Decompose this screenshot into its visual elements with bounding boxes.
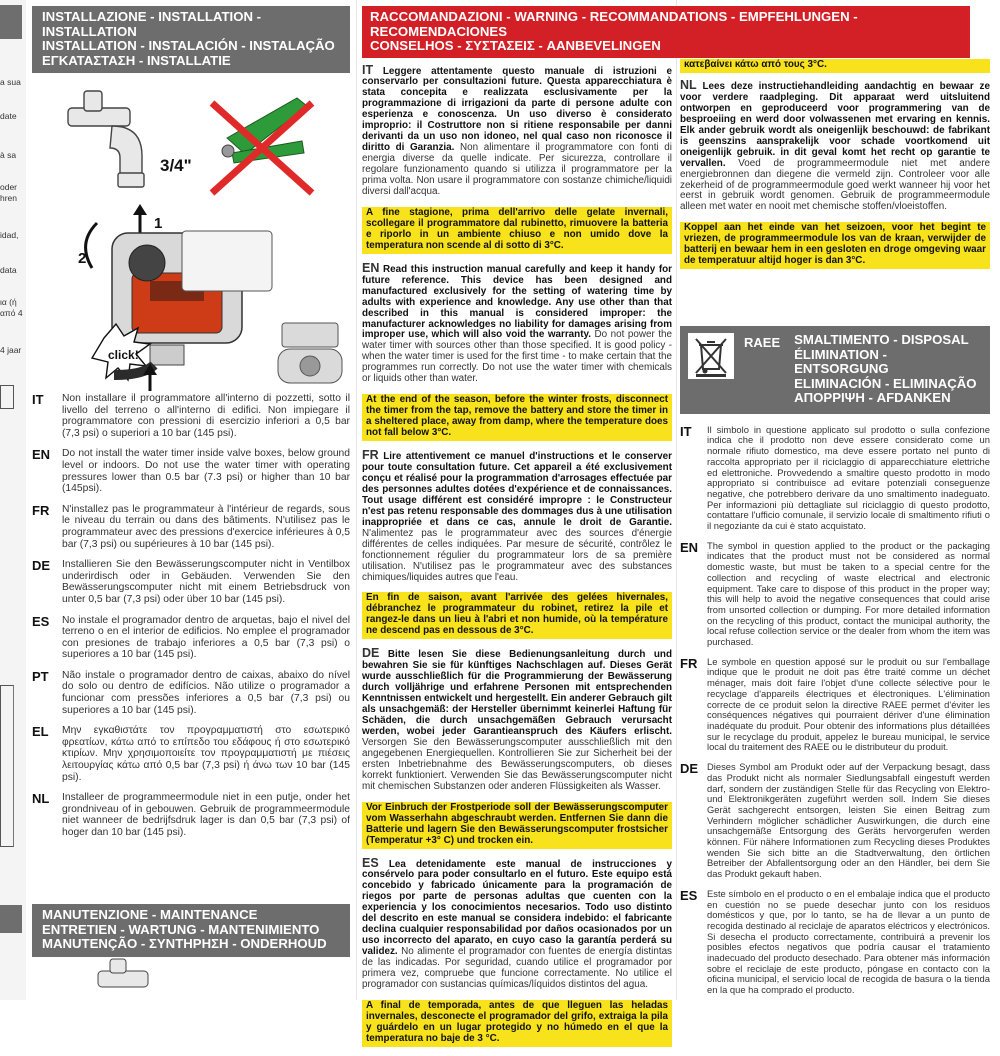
normal-text: N'alimentez pas le programmateur avec des sources d'énergie différentes de celles indiquées. Par mesure de sécurité, contrôlez le fonctionnement régulier du programmateur lors de sa première utilisation. N'utilisez pas le programmateur avec des substances chimiques/liquides autres que l'eau. <box>362 527 672 583</box>
installation-entries <box>32 393 350 839</box>
language-code: EL <box>32 724 49 740</box>
bold-text: Lees deze instructiehandleiding aandachtig en bewaar ze voor verdere raadpleging. Dit apparaat werd uitsluitend ontworpen en geproduceerd voor programmering van de besproeiing en werd door volwassenen met ervaring en kennis. Elk ander gebruik wordt als oneigenlijk beschouwd: de fabrikant is geenszins aansprakelijk voor schade voortkomend uit oneigenlijk gebruik. in dit geval komt het recht op garantie te vervallen. <box>680 80 990 169</box>
language-code: ES <box>362 855 379 870</box>
language-code: NL <box>680 77 697 92</box>
disposal-entry-en <box>680 541 990 648</box>
language-code: EN <box>32 447 51 463</box>
language-code: ES <box>680 887 698 903</box>
install-entry-es <box>32 615 350 661</box>
cut-text-fragment: hren <box>0 193 18 203</box>
maintenance-title: MANUTENZIONE - MAINTENANCE ENTRETIEN - WARTUNG - MANTENIMIENTO MANUTENÇÃO - ΣΥΝΤΗΡΗΣΗ - ONDERHOUD <box>32 904 350 957</box>
install-entry-pt <box>32 670 350 716</box>
entry-text: Μην εγκαθιστάτε τον προγραμματιστή στο εσωτερικό φρεατίων, κάτω από το επίπεδο του εδάφους ή στο εσωτερικό κτιρίων. Μην χρησιμοποιείτε τον προγραμματιστή με πιέσεις λειτουργίας κάτω από 0,5 bar (7,3 psi) ή άνω των 10 bar (145 psi). <box>62 725 350 783</box>
maintenance-faucet-icon <box>32 957 350 997</box>
installation-illustration <box>32 73 350 391</box>
install-entry-nl <box>32 792 350 838</box>
svg-text:click!: click! <box>108 348 139 362</box>
svg-text:1: 1 <box>154 215 163 232</box>
crossed-bin-icon <box>688 333 734 379</box>
entry-text: N'installez pas le programmateur à l'intérieur de regards, sous le niveau du terrain ou dans des bâtiments. N'utilisez pas le programmateur avec des pressions d'exercice inférieures à 0,5 bar (7,3 psi) ou supérieures à 10 bar (145 psi). <box>62 503 350 550</box>
no-pliers-icon <box>212 98 312 193</box>
cut-text-fragment: από 4 <box>0 308 23 318</box>
cut-text-fragment: à sa <box>0 150 17 160</box>
bold-text: Lea detenidamente este manual de instrucciones y consérvelo para poder consultarlo en el futuro. Este equipo está concebido y fabricado únicamente para la programación de riegos por parte de personas adultas que cuenten con la experiencia y los conocimientos necesarios. Todo uso distinto del descrito en este manual se considera indebido: el fabricante declina cualquier responsabilidad por daños ocasionados por un uso incorrecto del aparato, en cuyo caso la garantía perderá su validez. <box>362 858 672 958</box>
cut-header-block <box>0 905 22 933</box>
language-code: ES <box>32 613 50 629</box>
season-note-nl: Koppel aan het einde van het seizoen, voor het begint te vriezen, de programmeermodule los van de kraan, verwijder de batterij en bewaar hem in een gesloten en droge omgeving waar de temperatuur altijd hoger is dan 3°C. <box>680 222 990 269</box>
cut-text-fragment: data <box>0 265 17 275</box>
language-code: DE <box>32 558 51 574</box>
cut-box <box>0 385 14 409</box>
bold-text: Bitte lesen Sie diese Bedienungsanleitung durch und bewahren Sie sie für künftiges Nachschlagen auf. Dieses Gerät wurde ausschließlich für die Programmierung der Bewässerung durch volljährige und erfahrene Personen mit entsprechenden Kenntnissen entwickelt und hergestellt. Ein anderer Gebrauch gilt als unsachgemäß: der Hersteller übernimmt keinerlei Haftung für Schäden, die durch unsachgemäßen Gebrauch verursacht werden, wobei jeder Garantieanspruch des Käufers erlischt. <box>362 649 672 737</box>
language-code: PT <box>32 668 49 684</box>
entry-text: Installieren Sie den Bewässerungscomputer nicht in Ventilbox underirdisch oder in Gebäuden. Verwenden Sie den Bewässerungscomputer nicht mit einem Betriebsdruck von unter 0,5 bar (7,3 psi) oder über 10 bar (145 psi). <box>62 559 350 605</box>
season-note-fr: En fin de saison, avant l'arrivée des gelées hivernales, débranchez le programmateur du robinet, retirez la pile et rangez-le dans un lieu à l'abri et non humide, où la température ne descend pas en dessous de 3°C. <box>362 592 672 639</box>
bold-text: Leggere attentamente questo manuale di istruzioni e conservarlo per consultazioni future. Questa apparecchiatura è stata concepita e realizzata esclusivamente per la programmazione di irrigazioni da parte di persone adulte con esperienza e conoscenza. Un uso diverso è considerato improprio: il Costruttore non si ritiene responsabile per danni derivanti da un uso non idoneo, nel qual caso non riconosce il diritto di Garanzia. <box>362 65 672 154</box>
language-code: FR <box>32 502 50 518</box>
normal-text: Do not power the water timer with sources other than those specified. It is good policy - when the water timer is used for the first time - to make certain that the programmes run correctly. Do not use the water timer with chemicals or liquids other than water. <box>362 329 673 385</box>
left-cut-column <box>0 0 26 1000</box>
language-code: EN <box>362 260 380 275</box>
language-code: EN <box>680 539 699 555</box>
warning-text-de <box>362 648 672 792</box>
season-note-en: At the end of the season, before the winter frosts, disconnect the timer from the tap, remove the battery and store the timer in a sheltered place, away from damp, where the temperature does not fall below 3°C. <box>362 394 672 441</box>
language-code: NL <box>32 791 50 807</box>
install-entry-fr <box>32 504 350 550</box>
cut-text-fragment: date <box>0 111 17 121</box>
warning-text-en <box>362 260 673 385</box>
cut-text-fragment: a sua <box>0 77 21 87</box>
language-code: DE <box>680 761 699 777</box>
cut-text-fragment: oder <box>0 182 18 192</box>
entry-text: The symbol in question applied to the product or the packaging indicates that the product must not be considered as normal domestic waste, but must be taken to a special centre for the collection and recycling of waste electrical and electronic equipment. Take care to dispose of this product in the proper way; this will help to avoid the negative consequences that could arise from unsorted collection or dumping. For more detailed information on the recycling of this product, contact the municipal authority, the local refuse collection service or the dealer from whom the item was purchased. <box>707 539 990 648</box>
normal-text: No alimente el programador con fuentes de energía distintas de las indicadas. Por seguridad, cuando utilice el programador por primera vez, compruebe que funcione correctamente. No utilice el programador con sustancias químicas/líquidos distintos del agua. <box>362 946 672 990</box>
language-code: FR <box>680 655 698 671</box>
install-entry-de <box>32 559 350 605</box>
entry-text: Le symbole en question apposé sur le produit ou sur l'emballage indique que le produit ne doit pas être traité comme un déchet ménager, mais doit faire l'objet d'une collecte sélective pour le recyclage d'appareils électriques et électroniques. L'élimination correcte de ce produit selon la directive RAEE permet d'éviter les conséquences négatives qui pourraient dériver d'une élimination inadéquate du produit. Pour obtenir des informations plus détaillées sur le recyclage du produit, appelez le bureau municipal, le service local du traitement des RAEE ou le distributeur du produit. <box>707 655 990 753</box>
installation-section <box>32 6 350 951</box>
warning-text-it <box>362 62 672 198</box>
warning-text-fr <box>362 450 672 583</box>
season-note-it: A fine stagione, prima dell'arrivo delle gelate invernali, scollegare il programmatore dal rubinetto, rimuovere la batteria e riporlo in un ambiente chiuso e non umido dove la temperatura non scende al di sotto di 3°C. <box>362 207 672 254</box>
bold-text: Read this instruction manual carefully and keep it handy for future reference. This device has been designed and manufactured exclusively for the setting of watering time by adults with experience and knowledge. Any use other than that described in this manual is considered improper: the manufacturer acknowledges no liability for damages arising from improper use, which will also void the warranty. <box>362 263 672 341</box>
language-code: DE <box>362 646 380 661</box>
connector-detail-inset <box>278 323 342 383</box>
install-entry-it <box>32 393 350 439</box>
svg-text:2: 2 <box>78 250 87 267</box>
disposal-entries <box>680 425 990 996</box>
normal-text: Non alimentare il programmatore con fonti di energia diverse da quelle indicate. Per sicurezza, controllare il regolare funzionamento quando si utilizza il programmatore per la prima volta. Non usare il programmatore con sostanze chimiche/liquidi diversi dall'acqua. <box>362 142 672 197</box>
faucet-icon <box>68 91 144 187</box>
normal-text: Voed de programmeermodule niet met andere energiebronnen dan diegene die vermeld zijn. Controleer voor alle zekerheid of de programmeermodule goed werkt wanneer hij voor het eerst in gebruik wordt genomen. Gebruik de programmeermodule alleen met water en nooit met chemische stoffen/vloeistoffen. <box>680 157 990 213</box>
disposal-entry-it <box>680 425 990 532</box>
disposal-entry-de <box>680 762 990 880</box>
cut-text-fragment: ια (ή <box>0 297 17 307</box>
warning-continued <box>680 59 990 1005</box>
language-code: IT <box>32 392 44 407</box>
warning-text-nl <box>680 77 990 213</box>
el-note-tail: κατεβαίνει κάτω από τους 3°C. <box>680 59 990 73</box>
installation-title: INSTALLAZIONE - INSTALLATION - INSTALLATION INSTALLATION - INSTALACIÓN - INSTALAÇÃO ΕΓΚΑΤΑΣΤΑΣΗ - INSTALLATIE <box>32 6 350 73</box>
install-entry-en <box>32 448 350 494</box>
disposal-entry-es <box>680 889 990 996</box>
season-note-de: Vor Einbruch der Frostperiode soll der Bewässerungscomputer vom Wasserhahn abgeschraubt werden. Entfernen Sie dann die Batterie und lagern Sie den Bewässerungscomputer frostsicher (Temperatur +3° C) und trocken ein. <box>362 802 672 849</box>
warning-text-es <box>362 855 672 991</box>
language-code: IT <box>680 423 692 439</box>
disposal-title: RAEE SMALTIMENTO - DISPOSAL ÉLIMINATION - ENTSORGUNG ELIMINACIÓN - ELIMINAÇÃO ΑΠΟΡΡΙΨΗ - AFDANKEN <box>680 326 990 414</box>
cut-text-fragment: 4 jaar <box>0 345 22 355</box>
entry-text: Non installare il programmatore all'interno di pozzetti, sotto il livello del terreno o all'interno di edifici. Non impiegare il programmatore con pressioni di esercizio inferiori a 0,5 bar (7,3 psi) o superiori a 10 bar (145 psi). <box>62 393 350 439</box>
svg-text:3/4": 3/4" <box>160 156 192 175</box>
cut-header-block <box>0 5 22 39</box>
bold-text: Lire attentivement ce manuel d'instructions et le conserver pour toute consultation future. Cet appareil a été exclusivement conçu et réalisé pour la programmation d'arrosages effectuée par des personnes adultes dotées d'expérience et de connaissances. Tout usage différent est considéré impropre : le Constructeur n'est pas retenu responsable des dommages dus à une utilisation inappropriée et dans ce cas, annule le droit de Garantie. <box>362 451 672 528</box>
warning-blocks <box>362 62 673 1056</box>
entry-text: No instale el programador dentro de arquetas, bajo el nivel del terreno o en el interior de edificios. No emplee el programador con presiones de trabajo inferiores a 0,5 bar (7,3 psi) o superiores a 10 bar (145 psi). <box>62 614 350 661</box>
cut-text-fragment: idad, <box>0 230 19 240</box>
disposal-entry-fr <box>680 657 990 753</box>
entry-text: Este símbolo en el producto o en el embalaje indica que el producto en cuestión no se puede desechar junto con los residuos domésticos y que, por lo tanto, se ha de llevar a un punto de recogida destinado al reciclaje de aparatos eléctricos y electrónicos. Si desecha el producto correctamente, contribuirá a prevenir los posibles efectos negativos que podría causar el tratamiento inadecuado del producto desechado. Para obtener más información sobre el reciclaje de este producto, póngase en contacto con la oficina municipal, el servicio local de recogida de basura o la tienda en la que ha comprado el producto. <box>707 887 990 996</box>
entry-text: Installeer de programmeermodule niet in een putje, onder het grondniveau of in gebouwen. Gebruik de programmeermodule niet wanneer de bedrijfsdruk lager is dan 0,5 bar (7,3 psi) of hoger dan 10 bar (145 psi). <box>62 792 350 838</box>
nl-warning-block <box>680 77 990 278</box>
season-note-es: A final de temporada, antes de que lleguen las heladas invernales, desconecte el programador del grifo, extraiga la pila y guárdelo en un lugar protegido y no húmedo en el que la temperatura no baje de 3 °C. <box>362 1000 672 1047</box>
water-timer-device <box>112 231 272 343</box>
entry-text: Do not install the water timer inside valve boxes, below ground level or indoors. Do not use the water timer with operating pressures lower than 0.5 bar (7.3 psi) or higher than 10 bar (145psi). <box>62 448 350 495</box>
cut-box <box>0 685 14 847</box>
install-entry-el <box>32 725 350 783</box>
entry-text: Não instale o programador dentro de caixas, abaixo do nível do solo ou dentro de edifícios. Não utilize o programador a funcionar com pressões inferiores a 0,5 bar (7,3 psi) ou superiores a 10 bar (145 psi). <box>62 669 350 716</box>
language-code: IT <box>362 62 374 77</box>
normal-text: Versorgen Sie den Bewässerungscomputer ausschließlich mit den angegebenen Energiequellen. Kontrollieren Sie zur Sicherheit bei der ersten Inbetriebnahme des Bewässerungscomputers, ob dieses korrekt funktioniert. Verwenden Sie das Bewässerungscomputer nicht mit chemischen Substanzen oder anderen Flüssigkeiten als Wasser. <box>362 736 672 792</box>
warning-title: RACCOMANDAZIONI - WARNING - RECOMMANDATIONS - EMPFEHLUNGEN - RECOMENDACIONES CONSELHOS - ΣΥΣΤΑΣΕΙΣ - AANBEVELINGEN <box>362 6 970 58</box>
entry-text: Il simbolo in questione applicato sul prodotto o sulla confezione indica che il prodotto non deve essere considerato come un normale rifiuto domestico, ma deve essere portato nel punto di raccolta appropriato per il riciclaggio di apparecchiature elettriche ed elettroniche. Provvedendo a smaltire questo prodotto in modo appropriato si contribuisce ad evitare potenziali conseguenze negative, che potrebbero derivare da uno smaltimento inadeguato. Per informazioni più dettagliate sul riciclaggio di questo prodotto, contattare l'ufficio comunale, il servizio locale di smaltimento rifiuti o il negoziante da cui è stato acquistato. <box>707 423 990 532</box>
language-code: FR <box>362 448 379 463</box>
entry-text: Dieses Symbol am Produkt oder auf der Verpackung besagt, dass das Produkt nicht als normaler Siedlungsabfall eingestuft werden darf, sondern der zuständigen Stelle für das Recycling von Elektro- und Elektronikgeräten zugeführt werden soll. Indem Sie dieses Gerät sachgerecht entsorgen, leisten Sie einen Beitrag zum Verhindern möglicher schädlicher Auswirkungen, die durch eine unsachgemäße Entsorgung des Geräts hervorgerufen werden können. Für nähere Informationen zum Recycling dieses Produktes wenden Sie sich bitte an die Stadtverwaltung, den örtlichen Betreiber der Abfallentsorgung oder an den Händler, bei dem Sie das Produkt gekauft haben. <box>707 761 990 880</box>
